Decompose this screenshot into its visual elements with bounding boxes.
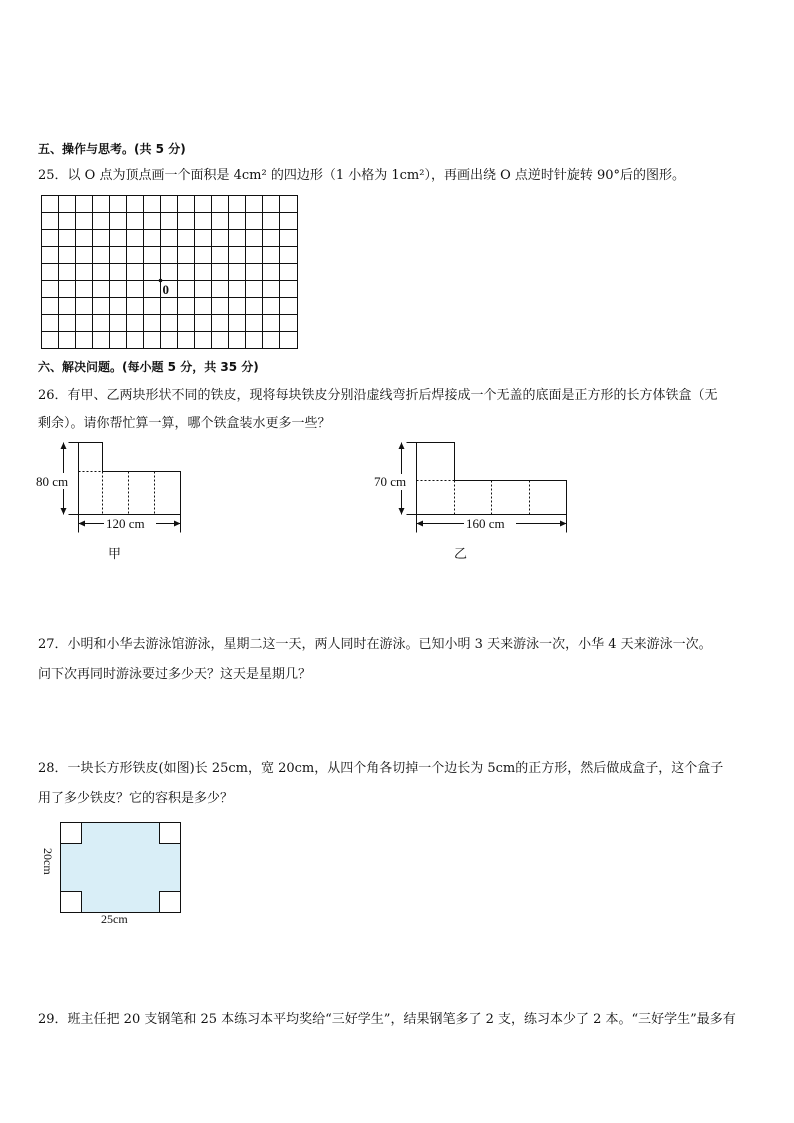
corner-square [160,823,181,844]
fig-28-width-label: 25cm [101,912,128,926]
corner-square [61,823,82,844]
fig-b-height-label: 70 cm [374,474,407,489]
fig-a-height-label: 80 cm [36,474,69,489]
fig-28-height-label: 20cm [41,848,55,875]
fig-b-caption: 乙 [454,546,468,561]
section-6-heading: 六、解决问题。(每小题 5 分，共 35 分) [38,360,259,374]
question-28-line-1: 28．一块长方形铁皮(如图)长 25cm，宽 20cm，从四个角各切掉一个边长为 5cm的正方形，然后做成盒子，这个盒子 [38,761,724,776]
grid-figure [38,193,300,351]
fig-a-width-label: 120 cm [106,516,145,531]
question-26-line-1: 26．有甲、乙两块形状不同的铁皮，现将每块铁皮分别沿虚线弯折后焊接成一个无盖的底面是正方形的长方体铁盒（无 [38,388,718,403]
grid-border [42,196,298,349]
question-26-line-2: 剩余）。请你帮忙算一算，哪个铁盒装水更多一些？ [38,416,331,431]
fig-a-caption: 甲 [108,546,122,561]
question-28-line-2: 用了多少铁皮？它的容积是多少？ [38,791,234,806]
question-27-line-1: 27．小明和小华去游泳馆游泳，星期二这一天，两人同时在游泳。已知小明 3 天来游泳一次，小华 4 天来游泳一次。 [38,637,712,652]
point-o-label: 0 [162,282,169,297]
question-29-line-1: 29．班主任把 20 支钢笔和 25 本练习本平均奖给“三好学生”，结果钢笔多了 2 支，练习本少了 2 本。“三好学生”最多有 [38,1012,736,1027]
section-5-heading: 五、操作与思考。(共 5 分) [38,142,186,156]
cut-corners-figure [38,820,188,930]
corner-square [160,892,181,913]
corner-square [61,892,82,913]
question-25-text: 25．以 O 点为顶点画一个面积是 4cm² 的四边形（1 小格为 1cm²），再画出绕 O 点逆时针旋转 90°后的图形。 [38,168,686,183]
net-figure-a [30,438,200,568]
fig-b-width-label: 160 cm [466,516,505,531]
net-figure-b [368,438,578,568]
question-27-line-2: 问下次再同时游泳要过多少天？这天是星期几？ [38,667,312,682]
